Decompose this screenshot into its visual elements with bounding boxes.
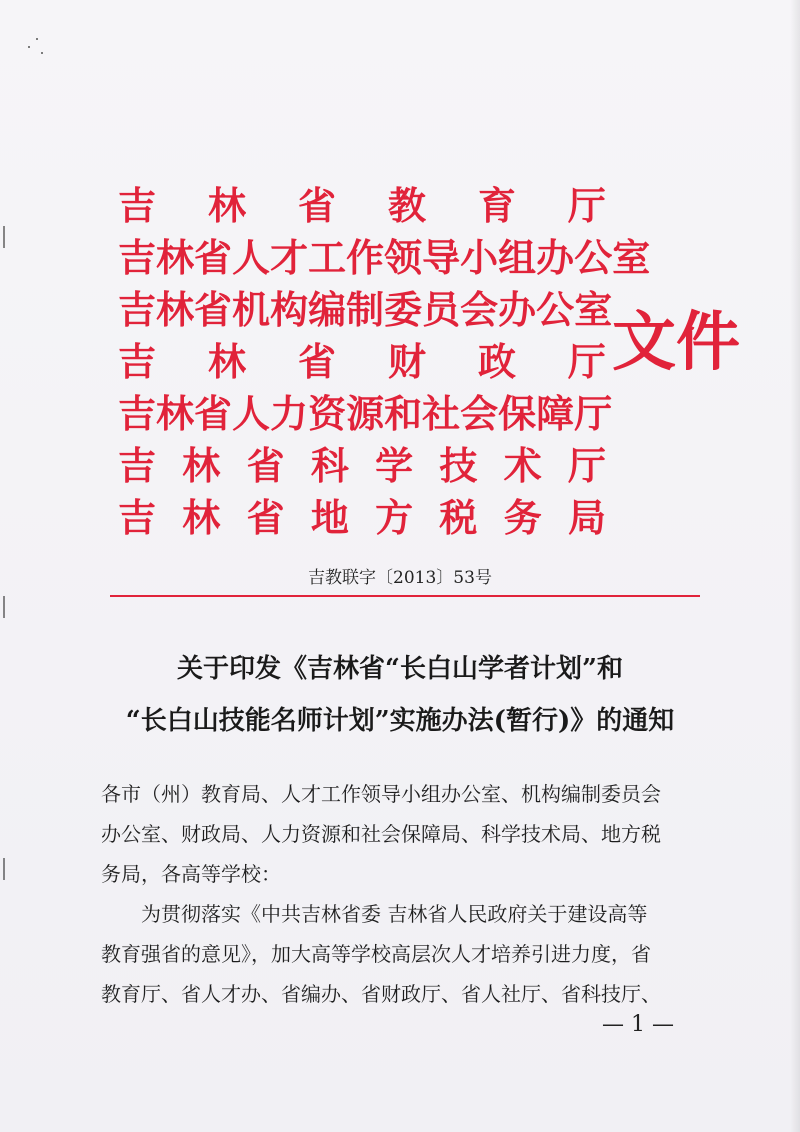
issuer-char: 制: [346, 287, 385, 332]
issuer-line: [118, 388, 613, 440]
issuer-char: 林: [207, 183, 246, 228]
issuer-char: 吉: [118, 495, 157, 540]
issuer-char: 作: [346, 235, 385, 280]
issuer-char: 源: [346, 391, 385, 436]
issuer-char: 省: [246, 495, 285, 540]
issuer-char: 省: [297, 183, 336, 228]
document-number: 吉教联字〔2013〕53号: [308, 568, 492, 588]
issuer-char: 省: [246, 443, 285, 488]
issuer-char: 和: [384, 391, 423, 436]
issuer-char: 政: [477, 339, 516, 384]
issuer-char: 科: [310, 443, 349, 488]
issuing-authorities: [118, 180, 651, 544]
issuer-char: 技: [439, 443, 478, 488]
issuer-char: 公: [536, 287, 575, 332]
issuer-char: 保: [498, 391, 537, 436]
issuer-char: 厅: [574, 391, 613, 436]
issuer-char: 地: [310, 495, 349, 540]
issuer-char: 术: [503, 443, 542, 488]
paragraph-line: 教育强省的意见》，加大高等学校高层次人才培养引进力度，省: [101, 942, 651, 966]
issuer-char: 才: [270, 235, 309, 280]
issuer-line: [118, 180, 606, 232]
issuer-char: 厅: [567, 339, 606, 384]
issuer-char: 育: [477, 183, 516, 228]
issuer-line: [118, 492, 606, 544]
paper-speck: [41, 52, 43, 54]
issuer-char: 办: [536, 235, 575, 280]
issuer-line: [118, 284, 613, 336]
issuer-char: 障: [536, 391, 575, 436]
issuer-char: 局: [567, 495, 606, 540]
issuer-char: 教: [387, 183, 426, 228]
addressee-block: [101, 774, 701, 894]
issuer-char: 省: [297, 339, 336, 384]
paper-speck: [28, 46, 30, 48]
issuer-char: 构: [270, 287, 309, 332]
issuer-char: 省: [194, 391, 233, 436]
issuer-char: 厅: [567, 443, 606, 488]
issuer-char: 会: [460, 287, 499, 332]
issuer-char: 吉: [118, 391, 157, 436]
issuer-char: 学: [375, 443, 414, 488]
issuer-char: 社: [422, 391, 461, 436]
issuer-char: 员: [422, 287, 461, 332]
addressee-line: 各市（州）教育局、人才工作领导小组办公室、机构编制委员会: [101, 782, 661, 806]
issuer-char: 方: [375, 495, 414, 540]
issuer-char: 资: [308, 391, 347, 436]
document-label: 文件: [612, 305, 740, 380]
issuer-char: 小: [460, 235, 499, 280]
addressee-line: 务局，各高等学校：: [101, 862, 281, 886]
paragraph-line: 为贯彻落实《中共吉林省委 吉林省人民政府关于建设高等: [141, 902, 648, 926]
binding-mark: [3, 226, 5, 248]
issuer-char: 吉: [118, 287, 157, 332]
issuer-char: 省: [194, 287, 233, 332]
binding-mark: [3, 858, 5, 880]
issuer-char: 林: [156, 287, 195, 332]
issuer-char: 税: [439, 495, 478, 540]
issuer-char: 林: [156, 391, 195, 436]
issuer-char: 务: [503, 495, 542, 540]
issuer-char: 导: [422, 235, 461, 280]
issuer-char: 机: [232, 287, 271, 332]
issuer-char: 厅: [567, 183, 606, 228]
document-title-line-1: 关于印发《吉林省“长白山学者计划”和: [177, 654, 623, 684]
issuer-line: [118, 440, 606, 492]
issuer-line: [118, 336, 606, 388]
red-divider-line: [110, 595, 700, 597]
issuer-char: 办: [498, 287, 537, 332]
issuer-char: 力: [270, 391, 309, 436]
issuer-char: 人: [232, 235, 271, 280]
issuer-char: 公: [574, 235, 613, 280]
issuer-char: 组: [498, 235, 537, 280]
document-title-line-2: “长白山技能名师计划”实施办法(暂行)》的通知: [125, 706, 675, 736]
issuer-char: 财: [387, 339, 426, 384]
issuer-char: 会: [460, 391, 499, 436]
issuer-char: 林: [207, 339, 246, 384]
issuer-char: 领: [384, 235, 423, 280]
issuer-char: 省: [194, 235, 233, 280]
binding-mark: [3, 596, 5, 618]
issuer-char: 室: [574, 287, 613, 332]
issuer-char: 林: [156, 235, 195, 280]
page-number: — 1 —: [602, 1012, 674, 1037]
issuer-char: 林: [182, 443, 221, 488]
paragraph-line: 教育厅、省人才办、省编办、省财政厅、省人社厅、省科技厅、: [101, 982, 661, 1006]
addressee-line: 办公室、财政局、人力资源和社会保障局、科学技术局、地方税: [101, 822, 661, 846]
issuer-char: 人: [232, 391, 271, 436]
issuer-char: 编: [308, 287, 347, 332]
issuer-char: 工: [308, 235, 347, 280]
issuer-char: 吉: [118, 235, 157, 280]
issuer-char: 吉: [118, 183, 157, 228]
body-paragraph: [101, 894, 701, 1014]
issuer-char: 室: [612, 235, 651, 280]
issuer-char: 吉: [118, 339, 157, 384]
issuer-char: 吉: [118, 443, 157, 488]
issuer-char: 林: [182, 495, 221, 540]
issuer-char: 委: [384, 287, 423, 332]
issuer-line: [118, 232, 651, 284]
paper-speck: [36, 38, 38, 40]
